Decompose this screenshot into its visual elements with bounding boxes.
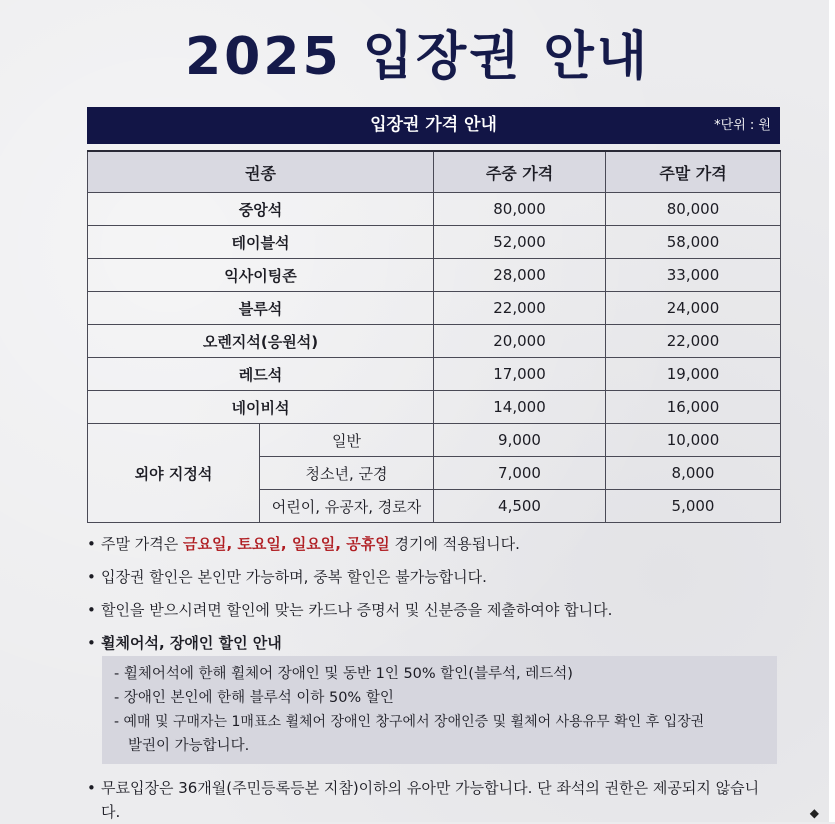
seat-name: 네이비석 xyxy=(88,391,434,424)
box-line: 발권이 가능합니다. xyxy=(128,738,250,754)
note-text: 무료입장은 36개월(주민등록등본 지참)이하의 유아만 가능합니다. 단 좌석의 권한은 제공되지 않습니다. xyxy=(101,779,760,821)
note-prefix: 주말 가격은 xyxy=(101,535,183,553)
note-suffix: 경기에 적용됩니다. xyxy=(389,535,520,553)
table-row xyxy=(88,292,781,325)
seat-name: 레드석 xyxy=(88,358,434,391)
day-friday: 금요일 xyxy=(183,535,227,553)
table-row xyxy=(88,391,781,424)
box-content xyxy=(102,662,777,758)
day-sep: , xyxy=(335,535,347,553)
table-row xyxy=(88,226,781,259)
bullet: • xyxy=(87,535,96,553)
sub-seat-name: 일반 xyxy=(260,424,434,457)
weekend-price: 19,000 xyxy=(606,358,781,391)
weekday-price: 14,000 xyxy=(434,391,606,424)
weekend-price: 33,000 xyxy=(606,259,781,292)
weekday-price: 7,000 xyxy=(434,457,606,490)
note-heading: 휠체어석, 장애인 할인 안내 xyxy=(101,634,282,652)
table-row xyxy=(88,325,781,358)
note-discount-self xyxy=(87,566,787,599)
note-text: 입장권 할인은 본인만 가능하며, 중복 할인은 불가능합니다. xyxy=(101,568,487,586)
weekend-price: 10,000 xyxy=(606,424,781,457)
weekend-price: 5,000 xyxy=(606,490,781,523)
table-row xyxy=(88,259,781,292)
table-row xyxy=(88,358,781,391)
box-line: - 예매 및 구매자는 1매표소 휠체어 장애인 창구에서 장애인증 및 휠체어 사용유무 확인 후 입장권 xyxy=(114,714,705,730)
table-row xyxy=(88,424,781,457)
weekend-price: 80,000 xyxy=(606,193,781,226)
corner-mark: ◆ xyxy=(809,806,819,820)
box-line: - 장애인 본인에 한해 블루석 이하 50% 할인 xyxy=(114,690,394,706)
weekday-price: 22,000 xyxy=(434,292,606,325)
seat-name: 테이블석 xyxy=(88,226,434,259)
weekday-price: 52,000 xyxy=(434,226,606,259)
price-banner xyxy=(87,107,780,144)
table-row xyxy=(88,193,781,226)
weekday-price: 4,500 xyxy=(434,490,606,523)
bullet: • xyxy=(87,568,96,586)
weekend-price: 58,000 xyxy=(606,226,781,259)
day-sep: , xyxy=(280,535,292,553)
note-free-entry xyxy=(87,776,767,824)
weekend-price: 16,000 xyxy=(606,391,781,424)
seat-name: 오렌지석(응원석) xyxy=(88,325,434,358)
table-header-row xyxy=(88,151,781,193)
notes-list xyxy=(87,533,787,665)
page-title: 2025 입장권 안내 xyxy=(184,27,651,87)
day-sep: , xyxy=(226,535,238,553)
weekday-price: 9,000 xyxy=(434,424,606,457)
header-weekend-price: 주말 가격 xyxy=(606,151,781,193)
box-line: - 휠체어석에 한해 휠체어 장애인 및 동반 1인 50% 할인(블루석, 레드석) xyxy=(114,666,573,682)
weekend-price: 8,000 xyxy=(606,457,781,490)
header-weekday-price: 주중 가격 xyxy=(434,151,606,193)
sub-seat-name: 청소년, 군경 xyxy=(260,457,434,490)
price-table xyxy=(87,150,781,523)
bullet: • xyxy=(87,634,96,652)
day-saturday: 토요일 xyxy=(237,535,281,553)
header-ticket-type: 권종 xyxy=(88,151,434,193)
weekend-price: 22,000 xyxy=(606,325,781,358)
seat-name: 중앙석 xyxy=(88,193,434,226)
weekday-price: 28,000 xyxy=(434,259,606,292)
weekday-price: 20,000 xyxy=(434,325,606,358)
bullet: • xyxy=(87,601,96,619)
bullet: • xyxy=(87,779,96,797)
note-weekend xyxy=(87,533,787,566)
note-text: 할인을 받으시려면 할인에 맞는 카드나 증명서 및 신분증을 제출하여야 합니다. xyxy=(101,601,613,619)
unit-note: *단위 : 원 xyxy=(714,118,771,133)
sub-seat-name: 어린이, 유공자, 경로자 xyxy=(260,490,434,523)
weekday-price: 80,000 xyxy=(434,193,606,226)
group-name: 외야 지정석 xyxy=(88,424,260,523)
day-holiday: 공휴일 xyxy=(346,535,390,553)
seat-name: 익사이팅존 xyxy=(88,259,434,292)
day-sunday: 일요일 xyxy=(291,535,336,553)
seat-name: 블루석 xyxy=(88,292,434,325)
wheelchair-info-box xyxy=(102,656,777,764)
weekday-price: 17,000 xyxy=(434,358,606,391)
banner-title: 입장권 가격 안내 xyxy=(370,115,497,135)
note-discount-docs xyxy=(87,599,787,632)
weekend-price: 24,000 xyxy=(606,292,781,325)
page-edge xyxy=(829,0,835,822)
